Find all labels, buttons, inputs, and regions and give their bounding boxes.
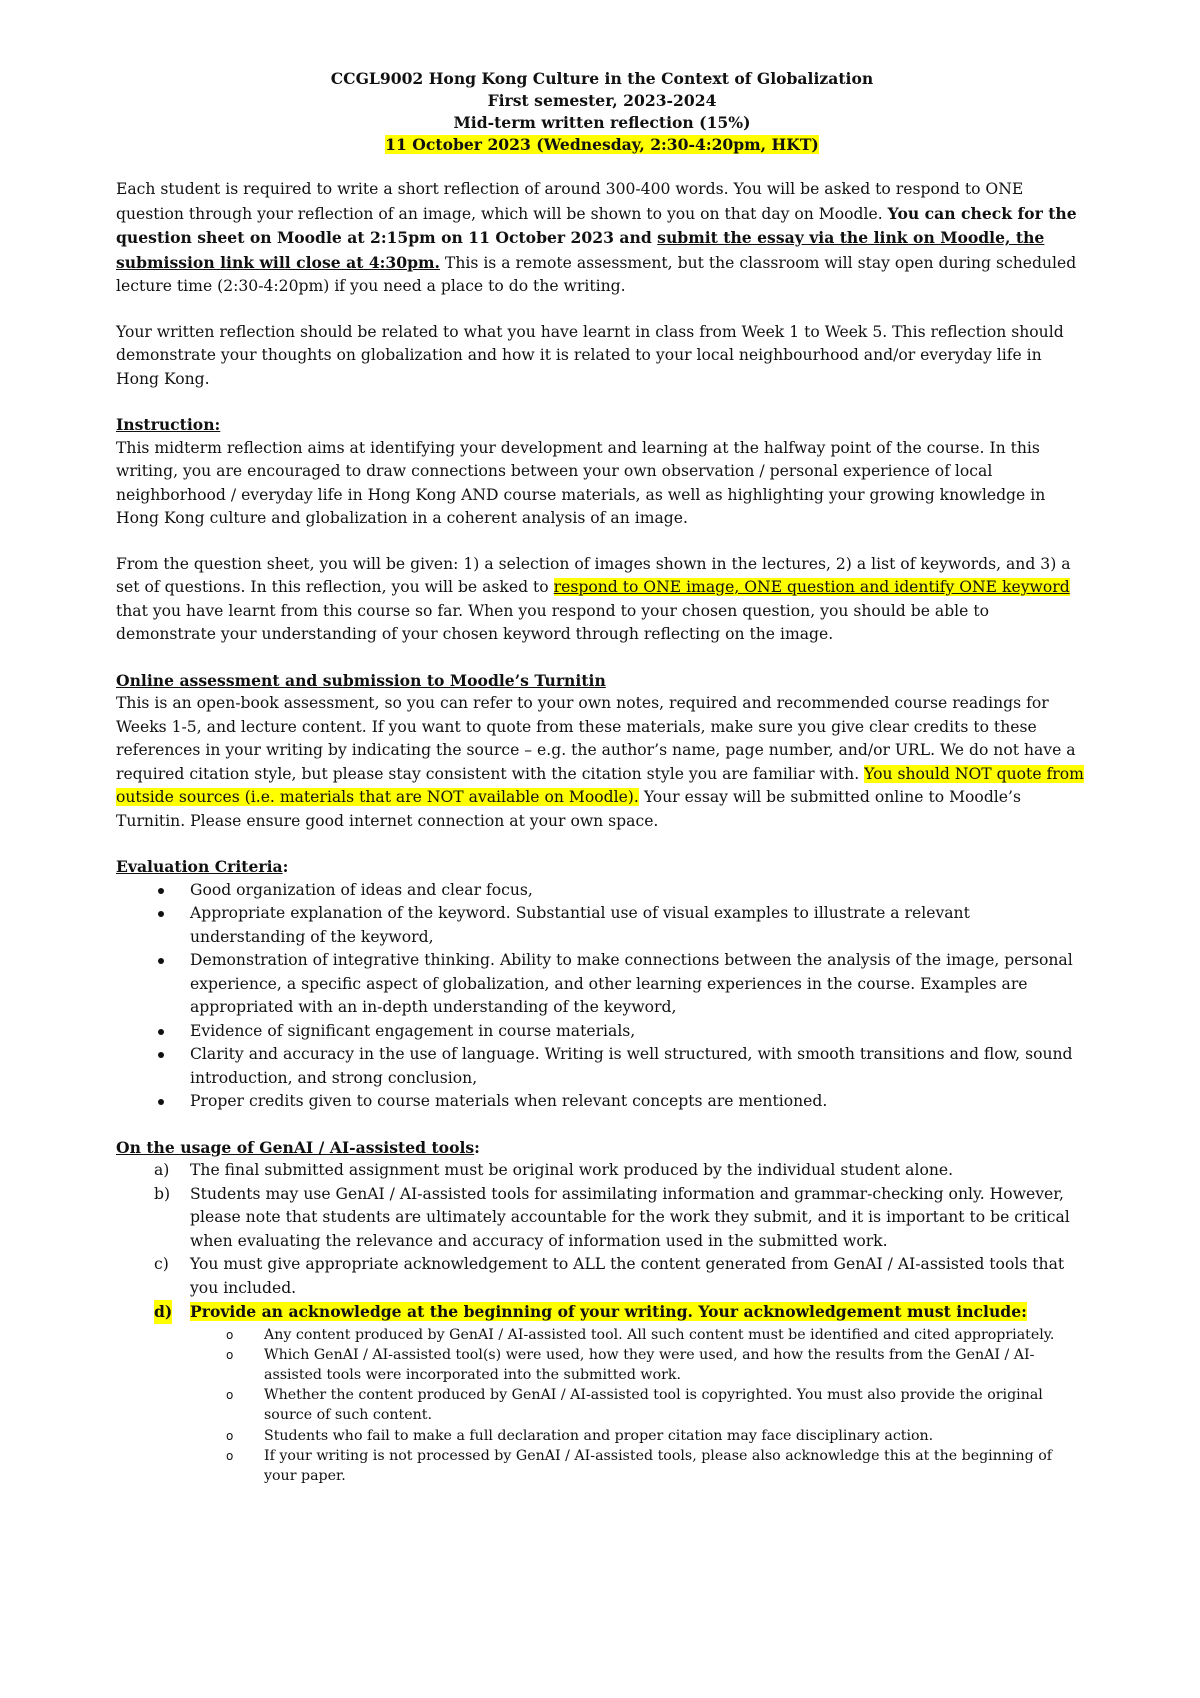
list-item xyxy=(116,1345,1088,1385)
rule-text: Students may use GenAI / AI-assisted tools for assimilating information and grammar-checking only. However, please note that students are ultimately accountable for the work they submit, and it is important to be critical when evaluating the relevance and accuracy of information used in the submitted work. xyxy=(190,1184,1070,1250)
bullet-icon xyxy=(158,911,164,917)
task-highlight: respond to ONE image, ONE question and identify ONE keyword xyxy=(553,578,1070,596)
document-header xyxy=(116,68,1088,156)
list-item xyxy=(116,1183,1088,1254)
outside-sources-warning: You should NOT quote from outside sources (i.e. materials that are NOT available on Moodle). xyxy=(116,764,1084,806)
list-item xyxy=(116,902,1088,949)
course-title: CCGL9002 Hong Kong Culture in the Context of Globalization xyxy=(330,69,874,88)
remote-assessment-note: This is a remote assessment, but the classroom will stay open during scheduled lecture time (2:30-4:20pm) if you need a place to do the writing. xyxy=(116,253,1077,295)
online-assessment-paragraph xyxy=(116,692,1088,833)
instruction-paragraph-2 xyxy=(116,553,1088,647)
list-item xyxy=(116,949,1088,1020)
acknowledgement-sublist xyxy=(116,1325,1088,1487)
list-item xyxy=(116,1325,1088,1345)
turnitin-text: Your essay will be submitted online to Moodle’s Turnitin. Please ensure good internet connection at your own space. xyxy=(116,788,1021,830)
evaluation-heading-colon: : xyxy=(282,857,289,876)
list-item xyxy=(116,1446,1088,1486)
sub-item-text: Whether the content produced by GenAI / AI-assisted tool is copyrighted. You must also provide the original source of such content. xyxy=(264,1387,1043,1424)
list-marker: c) xyxy=(154,1255,169,1273)
bullet-icon xyxy=(158,1052,164,1058)
criterion-text: Proper credits given to course materials when relevant concepts are mentioned. xyxy=(190,1092,828,1110)
list-item xyxy=(116,1090,1088,1114)
list-item xyxy=(116,1426,1088,1446)
bullet-icon xyxy=(158,888,164,894)
bullet-icon xyxy=(158,958,164,964)
sub-item-text: Any content produced by GenAI / AI-assisted tool. All such content must be identified and cited appropriately. xyxy=(264,1326,1055,1343)
criterion-text: Evidence of significant engagement in course materials, xyxy=(190,1021,636,1040)
intro-text: Each student is required to write a short reflection of around 300-400 words. You will be asked to respond to ONE question through your reflection of an image, which will be shown to you on that day on Moodle. xyxy=(116,180,1024,223)
bullet-icon xyxy=(158,1029,164,1035)
open-book-text: This is an open-book assessment, so you can refer to your own notes, required and recommended course readings for Weeks 1-5, and lecture content. If you want to quote from these materials, make sure you give clear credits to these references in your writing by indicating the source – e.g. the author’s name, page number, and/or URL. We do not have a required citation style, but please stay consistent with the citation style you are familiar with. xyxy=(116,694,1076,783)
genai-heading-text: On the usage of GenAI / AI-assisted tools xyxy=(116,1137,475,1157)
rule-text: You must give appropriate acknowledgement to ALL the content generated from GenAI / AI-assisted tools that you included. xyxy=(190,1255,1065,1297)
semester-line: First semester, 2023-2024 xyxy=(487,91,717,110)
evaluation-heading xyxy=(116,855,1088,879)
online-assessment-heading: Online assessment and submission to Moodle’s Turnitin xyxy=(116,670,606,690)
sub-item-text: If your writing is not processed by GenAI / AI-assisted tools, please also acknowledge this at the beginning of your paper. xyxy=(264,1447,1053,1484)
circle-bullet-icon: o xyxy=(226,1347,234,1362)
document-page xyxy=(116,68,1088,1486)
question-sheet-notice: You can check for the question sheet on Moodle at 2:15pm on 11 October 2023 and xyxy=(116,203,1077,247)
list-item xyxy=(116,1300,1088,1486)
instruction-paragraph-1 xyxy=(116,437,1088,531)
keyword-text: that you have learnt from this course so far. When you respond to your chosen question, you should be able to demonstrate your understanding of your chosen keyword through reflecting on the image. xyxy=(116,601,990,643)
sub-item-text: Which GenAI / AI-assisted tool(s) were used, how they were used, and how the results from the GenAI / AI-assisted tools were incorporated into the submitted work. xyxy=(264,1346,1035,1383)
list-marker: a) xyxy=(154,1161,170,1179)
list-item xyxy=(116,1385,1088,1425)
circle-bullet-icon: o xyxy=(226,1388,234,1403)
list-marker: d) xyxy=(154,1300,172,1324)
acknowledgement-requirement: Provide an acknowledge at the beginning of your writing. Your acknowledgement must include: xyxy=(190,1302,1027,1321)
circle-bullet-icon: o xyxy=(226,1448,234,1463)
instruction-text: This midterm reflection aims at identifying your development and learning at the halfway point of the course. In this writing, you are encouraged to draw connections between your own observation / personal experience of local neighborhood / everyday life in Hong Kong AND course materials, as well as highlighting your growing knowledge in Hong Kong culture and globalization in a coherent analysis of an image. xyxy=(116,438,1046,527)
intro-paragraph-1 xyxy=(116,178,1088,299)
evaluation-heading-text: Evaluation Criteria xyxy=(116,857,283,876)
reflection-scope-text: Your written reflection should be related to what you have learnt in class from Week 1 to Week 5. This reflection should demonstrate your thoughts on globalization and how it is related to your local neighbourhood and/or everyday life in Hong Kong. xyxy=(116,322,1064,388)
question-sheet-text: From the question sheet, you will be given: 1) a selection of images shown in the lectures, 2) a list of keywords, and 3) a set of questions. In this reflection, you will be asked to xyxy=(116,554,1071,596)
list-item xyxy=(116,1020,1088,1044)
assessment-title: Mid-term written reflection (15%) xyxy=(453,113,751,132)
circle-bullet-icon: o xyxy=(226,1428,234,1443)
list-item xyxy=(116,1253,1088,1300)
evaluation-criteria-list xyxy=(116,879,1088,1114)
criterion-text: Good organization of ideas and clear focus, xyxy=(190,880,533,899)
genai-rules-list xyxy=(116,1159,1088,1486)
list-item xyxy=(116,1043,1088,1090)
list-marker: b) xyxy=(154,1184,171,1203)
criterion-text: Demonstration of integrative thinking. Ability to make connections between the analysis of the image, personal experience, a specific aspect of globalization, and other learning experiences in the course. Examples are appropriated with an in-depth understanding of the keyword, xyxy=(190,951,1073,1016)
list-item xyxy=(116,1159,1088,1183)
intro-paragraph-2 xyxy=(116,321,1088,392)
rule-text: The final submitted assignment must be original work produced by the individual student alone. xyxy=(190,1161,954,1179)
instruction-heading: Instruction: xyxy=(116,415,221,434)
sub-item-text: Students who fail to make a full declaration and proper citation may face disciplinary action. xyxy=(264,1427,934,1444)
genai-heading xyxy=(116,1136,1088,1160)
assessment-date: 11 October 2023 (Wednesday, 2:30-4:20pm, HKT) xyxy=(385,135,819,154)
bullet-icon xyxy=(158,1099,164,1105)
circle-bullet-icon: o xyxy=(226,1327,234,1342)
submission-notice: submit the essay via the link on Moodle, the submission link will close at 4:30pm. xyxy=(116,228,1045,272)
genai-heading-colon: : xyxy=(474,1137,480,1157)
criterion-text: Appropriate explanation of the keyword. Substantial use of visual examples to illustrate a relevant understanding of the keyword, xyxy=(190,904,970,946)
list-item xyxy=(116,879,1088,903)
criterion-text: Clarity and accuracy in the use of language. Writing is well structured, with smooth transitions and flow, sound introduction, and strong conclusion, xyxy=(190,1045,1073,1087)
